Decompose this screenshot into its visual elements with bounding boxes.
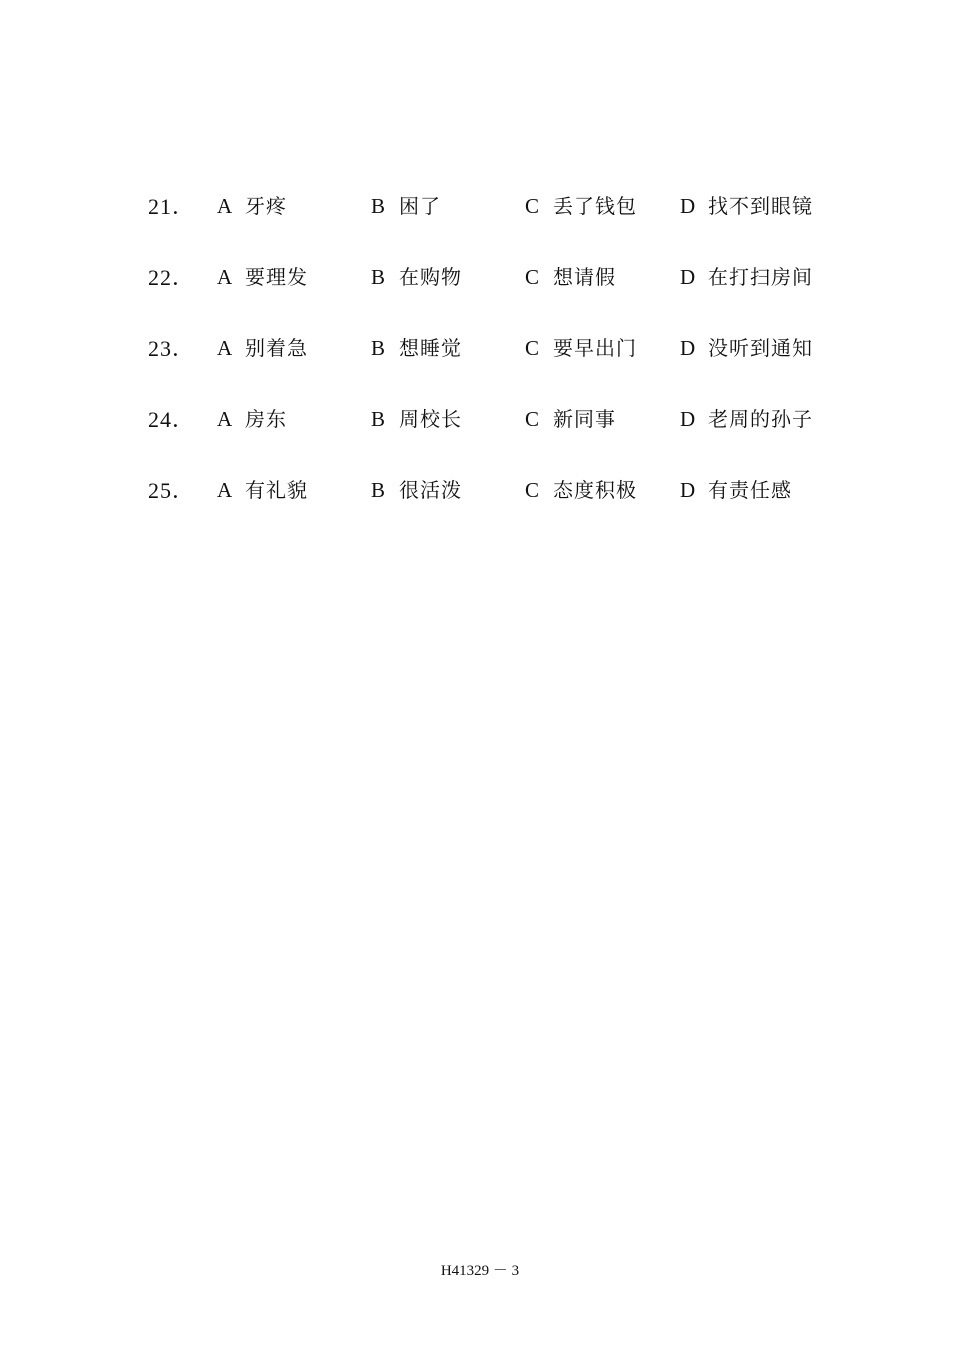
page-footer [0,1259,960,1280]
question-list [0,180,960,535]
option-c [525,261,616,290]
option-c [525,190,637,219]
option-text: 要理发 [245,267,308,289]
option-text: 想请假 [553,267,616,289]
option-text: 没听到通知 [708,338,813,360]
option-letter: A [217,478,233,502]
option-c [525,403,616,432]
option-d [680,190,813,219]
question-row-22 [0,251,960,322]
option-text: 牙疼 [245,196,287,218]
option-letter: B [371,478,386,502]
option-letter: B [371,265,386,289]
option-letter: D [680,194,696,218]
question-number: 22． [148,265,196,290]
option-b [371,261,462,290]
option-letter: D [680,478,696,502]
option-letter: D [680,265,696,289]
option-b [371,403,462,432]
option-text: 找不到眼镜 [708,196,813,218]
option-text: 想睡觉 [399,338,462,360]
option-text: 老周的孙子 [708,409,813,431]
option-letter: D [680,336,696,360]
option-text: 在购物 [399,267,462,289]
option-c [525,332,637,361]
option-text: 房东 [245,409,287,431]
option-text: 别着急 [245,338,308,360]
option-letter: B [371,194,386,218]
option-text: 要早出门 [553,338,637,360]
option-letter: C [525,265,540,289]
option-a [217,403,287,432]
question-row-24 [0,393,960,464]
option-d [680,474,792,503]
option-letter: B [371,407,386,431]
question-number: 23． [148,336,196,361]
option-text: 态度积极 [553,480,637,502]
option-a [217,261,308,290]
option-c [525,474,637,503]
question-row-21 [0,180,960,251]
option-letter: C [525,194,540,218]
option-text: 很活泼 [399,480,462,502]
option-text: 周校长 [399,409,462,431]
option-letter: A [217,265,233,289]
option-letter: A [217,336,233,360]
question-number: 24． [148,407,196,432]
option-b [371,190,441,219]
page-code: H41329 － 3 [440,1263,520,1279]
option-letter: C [525,478,540,502]
question-number: 21． [148,194,196,219]
option-a [217,474,308,503]
option-letter: A [217,407,233,431]
option-b [371,332,462,361]
option-b [371,474,462,503]
option-d [680,332,813,361]
option-a [217,332,308,361]
option-letter: A [217,194,233,218]
question-row-25 [0,464,960,535]
option-a [217,190,287,219]
option-letter: D [680,407,696,431]
question-row-23 [0,322,960,393]
option-text: 困了 [399,196,441,218]
option-text: 丢了钱包 [553,196,637,218]
option-text: 有礼貌 [245,480,308,502]
option-text: 有责任感 [708,480,792,502]
option-text: 新同事 [553,409,616,431]
option-letter: C [525,336,540,360]
option-letter: C [525,407,540,431]
option-d [680,261,813,290]
option-text: 在打扫房间 [708,267,813,289]
option-letter: B [371,336,386,360]
question-number: 25． [148,478,196,503]
option-d [680,403,813,432]
